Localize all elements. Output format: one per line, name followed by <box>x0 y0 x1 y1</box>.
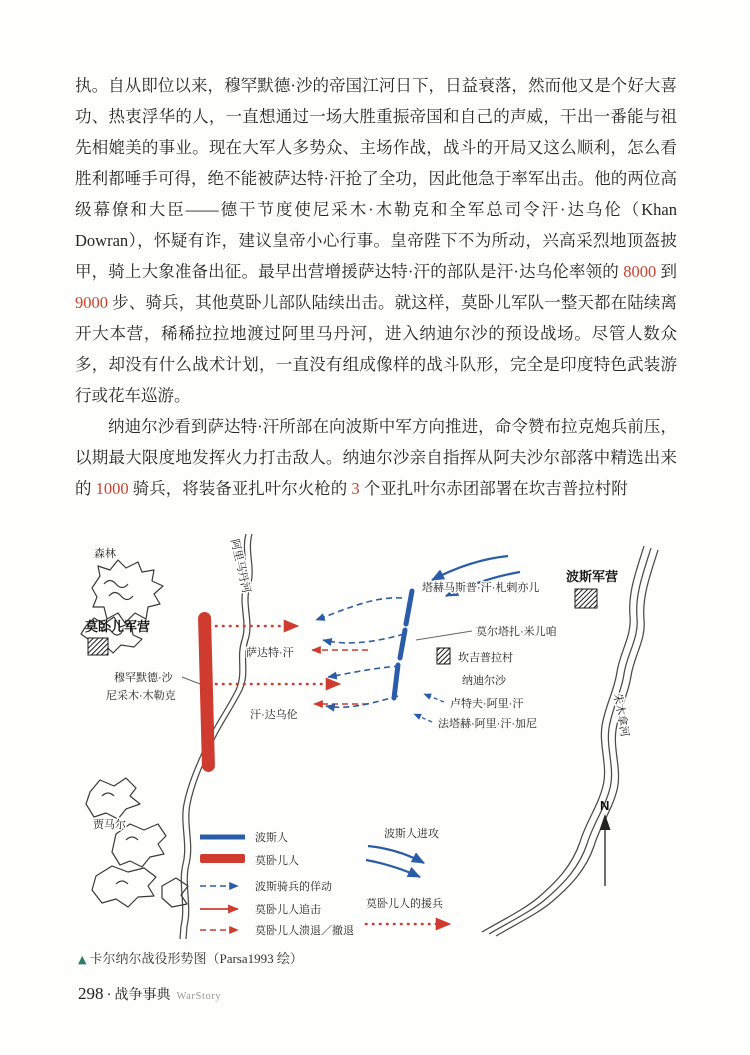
p2-number-1000: 1000 <box>95 479 129 498</box>
book-subtitle: WarStory <box>176 991 222 1002</box>
yamuna-river <box>482 546 658 936</box>
p2-seg-2: 骑兵，将装备亚扎叶尔火枪的 <box>128 479 352 498</box>
paragraph-1 <box>75 70 677 411</box>
persian-camp-icon <box>575 589 597 608</box>
p1-seg-0: 执。自从即位以来，穆罕默德·沙的帝国江河日下，日益衰落，然而他又是个好大喜功、热衷浮华的人，一直想通过一场大胜重振帝国和自己的声威，干出一番能与祖先相媲美的事业。现在大军人多势众、主场作战，战斗的开局又这么顺利，怎么看胜利都唾手可得，绝不能被萨达特·汗抢了全功，因此他急于率军出击。他的两位高级幕僚和大臣——德干节度使尼采木·木勒克和全军总司令汗·达乌伦（Khan Dowran），怀疑有诈，建议皇帝小心行事。皇帝陛下不为所动，兴高采烈地顶盔披甲，骑上大象准备出征。最早出营增援萨达特·汗的部队是汗·达乌伦率领的 <box>75 76 677 281</box>
morteza-pointer-line <box>416 631 472 640</box>
battle-map <box>78 533 663 940</box>
legend-reinforcements-label: 莫卧儿人的援兵 <box>366 898 443 910</box>
forest-label: 森林 <box>94 548 116 560</box>
fath-ali-khan-label: 法塔赫·阿里·汗·加尼 <box>438 718 537 730</box>
battle-map-figure <box>78 533 663 940</box>
nadir-shah-label: 纳迪尔沙 <box>462 675 506 687</box>
p1-number-8000: 8000 <box>623 262 657 281</box>
nizam-label: 尼采木·木勒克 <box>106 690 176 702</box>
p1-seg-4: 步、骑兵，其他莫卧儿部队陆续出击。就这样，莫卧儿军队一整天都在陆续离开大本营，稀稀拉拉地渡过阿里马丹河，进入纳迪尔沙的预设战场。尽管人数众多，却没有什么战术计划，一直没有组成像样的战斗队形，完全是印度特色武装游行或花车巡游。 <box>75 293 677 405</box>
tahmasp-flank <box>422 556 539 596</box>
legend-mughals-symbol <box>200 854 245 863</box>
north-arrow <box>600 798 611 886</box>
page-footer <box>78 984 221 1004</box>
legend-retreat-label: 莫卧儿人溃退／撤退 <box>255 925 354 937</box>
p1-seg-2: 到 <box>656 262 677 281</box>
mughal-army-line <box>198 612 215 772</box>
north-arrow-head <box>600 814 611 830</box>
persian-feint-arrow-1 <box>316 598 402 620</box>
caption-text: 卡尔纳尔战役形势图（Parsa1993 绘） <box>89 951 303 966</box>
legend-persians-label: 波斯人 <box>255 832 288 844</box>
ali-mardan-river-label: 阿里马丹河 <box>228 537 253 595</box>
book-title: 战争事典 <box>114 988 171 1003</box>
khan-dowran-label: 汗·达乌伦 <box>250 709 298 721</box>
legend-pursuit-label: 莫卧儿人追击 <box>255 904 321 916</box>
persian-feint-arrow-3 <box>328 666 400 677</box>
footer-separator: · <box>106 987 112 1003</box>
legend-attack-label: 波斯人进攻 <box>384 828 439 840</box>
legend-attack-symbol-1 <box>368 846 424 863</box>
saadat-khan-label: 萨达特·汗 <box>246 647 294 659</box>
legend-attack-symbol-2 <box>366 860 420 877</box>
north-label: N <box>600 798 610 813</box>
muhammad-shah-label: 穆罕默德·沙 <box>114 672 173 684</box>
fath-arrow <box>414 714 432 722</box>
persian-feint-arrow-2 <box>323 634 404 643</box>
p1-number-9000: 9000 <box>75 293 108 312</box>
kanjpura-label: 坎吉普拉村 <box>458 652 513 664</box>
lutf-arrow <box>424 694 444 702</box>
p2-seg-4: 个亚扎叶尔赤团部署在坎吉普拉村附 <box>359 479 628 498</box>
morteza-label: 莫尔塔扎·米儿咱 <box>476 626 557 638</box>
jamal-label: 贾马尔 <box>93 819 126 831</box>
page-number: 298 <box>78 984 104 1003</box>
persian-camp-label: 波斯军营 <box>566 569 619 584</box>
commander-pointer-line <box>182 677 200 684</box>
p2-number-3: 3 <box>351 479 360 498</box>
caption-triangle-icon: ▲ <box>78 953 87 966</box>
mughal-camp-icon <box>88 638 108 655</box>
kanjpura-village-icon <box>437 648 450 664</box>
khan-dowran-sector <box>216 666 400 721</box>
hills-sketch <box>86 778 188 907</box>
map-legend <box>200 830 354 937</box>
persian-army-line <box>394 591 412 698</box>
mughal-camp-label: 莫卧儿军营 <box>85 619 151 634</box>
p2-seg-0: 纳迪尔沙看到萨达特·汗所部在向波斯中军方向推进，命令赞布拉克炮兵前压，以期最大限度地发挥火力打击敌人。纳迪尔沙亲自指挥从阿夫沙尔部落中精选出来的 <box>75 417 677 498</box>
figure-caption <box>78 948 303 967</box>
ali-mardan-river <box>180 534 252 939</box>
map-legend-right <box>366 826 450 924</box>
persian-feint-arrow-4 <box>326 696 398 707</box>
legend-mughals-label: 莫卧儿人 <box>255 855 299 867</box>
body-text <box>75 70 677 504</box>
lutf-ali-khan-label: 卢特夫·阿里·汗 <box>450 698 524 710</box>
yamuna-river-label: 朱木拿河 <box>611 692 631 738</box>
paragraph-2 <box>75 411 677 504</box>
tahmasp-label: 塔赫马斯普·汗·札剌亦儿 <box>422 582 540 594</box>
legend-feint-label: 波斯骑兵的佯动 <box>255 881 332 893</box>
